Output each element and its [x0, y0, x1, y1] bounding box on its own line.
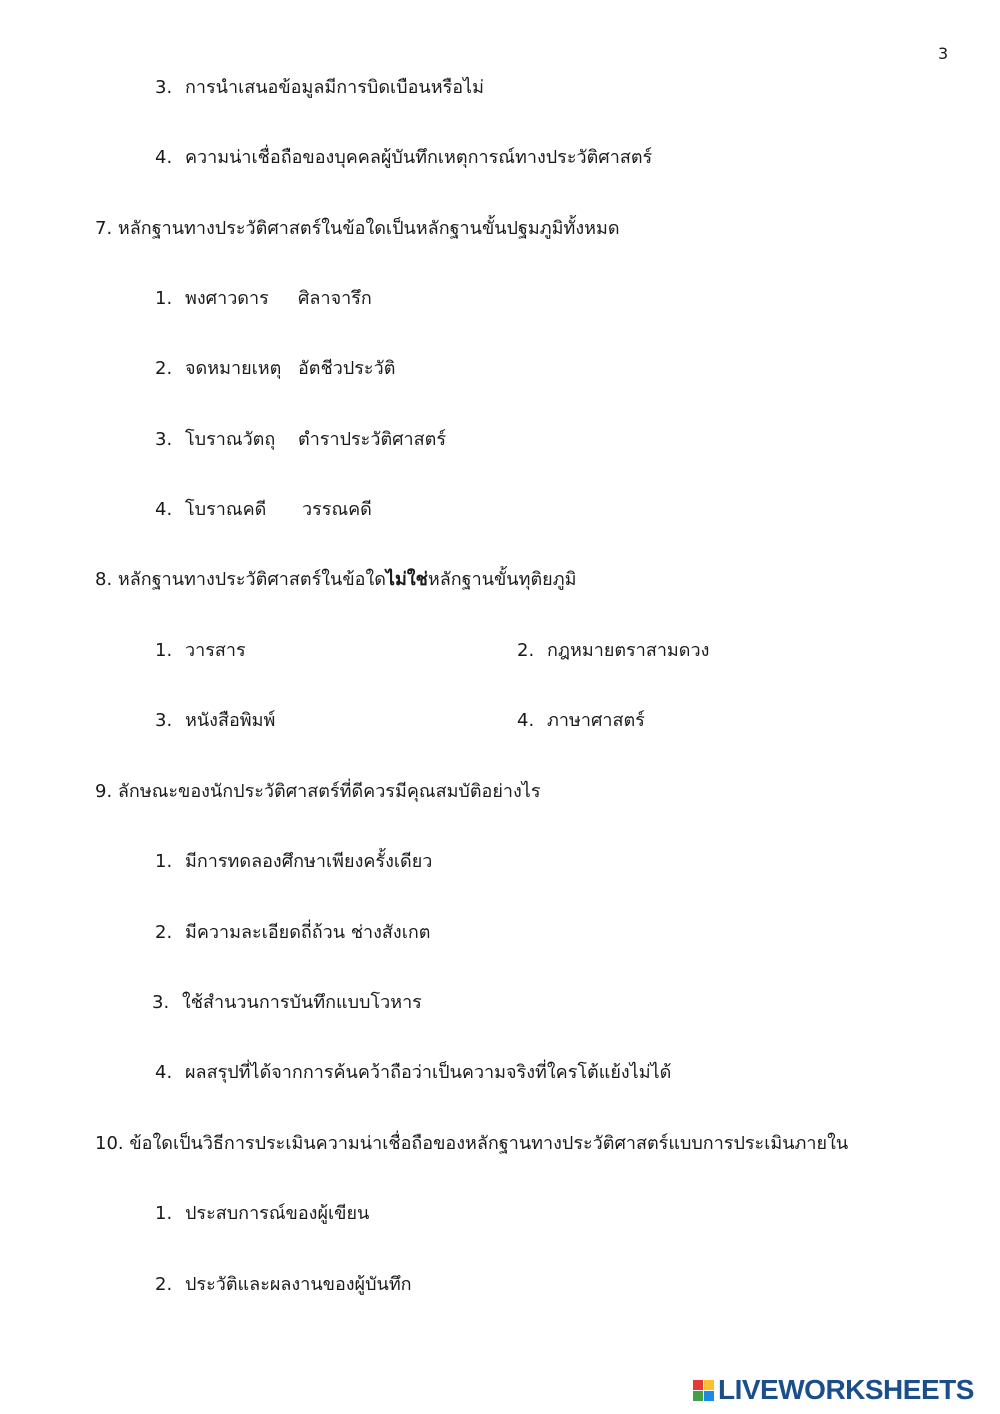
option-item-a: โบราณวัตถุ: [185, 429, 276, 450]
option-item-b: ตำราประวัติศาสตร์: [298, 429, 447, 450]
option-number: 2.: [517, 640, 535, 661]
option-text: ภาษาศาสตร์: [547, 710, 645, 731]
option-number: 1.: [155, 288, 173, 309]
option-number: 4.: [517, 710, 535, 731]
q10-option-1[interactable]: [155, 1202, 369, 1226]
logo-square-yellow: [704, 1380, 714, 1390]
option-item-a: โบราณคดี: [185, 499, 267, 520]
option-number: 3.: [155, 429, 173, 450]
q10-option-2[interactable]: [155, 1273, 412, 1297]
q7-option-1[interactable]: [155, 287, 372, 311]
q9-option-1[interactable]: [155, 850, 432, 874]
option-text: การนำเสนอข้อมูลมีการบิดเบือนหรือไม่: [185, 77, 484, 98]
option-number: 4.: [155, 1062, 173, 1083]
option-number: 2.: [155, 922, 173, 943]
liveworksheets-logo-icon: [693, 1380, 714, 1401]
option-text: กฎหมายตราสามดวง: [547, 640, 710, 661]
question-10: 10. ข้อใดเป็นวิธีการประเมินความน่าเชื่อถือของหลักฐานทางประวัติศาสตร์แบบการประเมินภายใน: [95, 1133, 849, 1154]
q7-option-4[interactable]: [155, 498, 372, 522]
option-prev-3: [155, 76, 484, 100]
option-item-b: ศิลาจารึก: [298, 288, 372, 309]
q8-option-2[interactable]: [517, 639, 709, 663]
question-8-prefix: 8. หลักฐานทางประวัติศาสตร์ในข้อใด: [95, 569, 386, 590]
option-number: 4.: [155, 499, 173, 520]
q7-option-3[interactable]: [155, 428, 446, 452]
q8-option-4[interactable]: [517, 709, 645, 733]
option-text: ผลสรุปที่ได้จากการค้นคว้าถือว่าเป็นความจริงที่ใครโต้แย้งไม่ได้: [185, 1062, 672, 1083]
q9-option-3[interactable]: [152, 991, 422, 1015]
question-8-emphasis: ไม่ใช่: [385, 569, 428, 590]
option-item-b: อัตชีวประวัติ: [298, 358, 396, 379]
question-8-suffix: หลักฐานขั้นทุติยภูมิ: [427, 569, 577, 590]
option-text: ประวัติและผลงานของผู้บันทึก: [185, 1274, 412, 1295]
option-item-b: วรรณคดี: [302, 499, 372, 520]
q8-option-3[interactable]: [155, 709, 275, 733]
q9-option-2[interactable]: [155, 921, 430, 945]
logo-square-red: [693, 1380, 703, 1390]
logo-square-green: [693, 1391, 703, 1401]
option-number: 2.: [155, 358, 173, 379]
option-number: 1.: [155, 851, 173, 872]
q9-option-4[interactable]: [155, 1061, 671, 1085]
page-number: 3: [938, 44, 949, 63]
q8-option-1[interactable]: [155, 639, 246, 663]
option-text: หนังสือพิมพ์: [185, 710, 276, 731]
liveworksheets-logo[interactable]: [693, 1375, 974, 1405]
option-text: ใช้สำนวนการบันทึกแบบโวหาร: [182, 992, 422, 1013]
option-text: มีความละเอียดถี่ถ้วน ช่างสังเกต: [185, 922, 431, 943]
logo-text: LIVEWORKSHEETS: [718, 1374, 974, 1405]
option-text: มีการทดลองศึกษาเพียงครั้งเดียว: [185, 851, 433, 872]
option-text: ความน่าเชื่อถือของบุคคลผู้บันทึกเหตุการณ์ทางประวัติศาสตร์: [185, 147, 653, 168]
question-8: [95, 568, 576, 592]
q7-option-2[interactable]: [155, 357, 395, 381]
option-text: ประสบการณ์ของผู้เขียน: [185, 1203, 370, 1224]
option-item-a: พงศาวดาร: [185, 288, 269, 309]
option-number: 3.: [152, 992, 170, 1013]
question-7: 7. หลักฐานทางประวัติศาสตร์ในข้อใดเป็นหลักฐานขั้นปฐมภูมิทั้งหมด: [95, 218, 620, 239]
option-number: 1.: [155, 640, 173, 661]
logo-square-blue: [704, 1391, 714, 1401]
option-text: วารสาร: [185, 640, 246, 661]
question-9: 9. ลักษณะของนักประวัติศาสตร์ที่ดีควรมีคุณสมบัติอย่างไร: [95, 781, 541, 802]
option-number: 4.: [155, 147, 173, 168]
option-number: 2.: [155, 1274, 173, 1295]
option-number: 3.: [155, 710, 173, 731]
option-number: 1.: [155, 1203, 173, 1224]
option-item-a: จดหมายเหตุ: [185, 358, 282, 379]
option-prev-4: [155, 146, 652, 170]
option-number: 3.: [155, 77, 173, 98]
